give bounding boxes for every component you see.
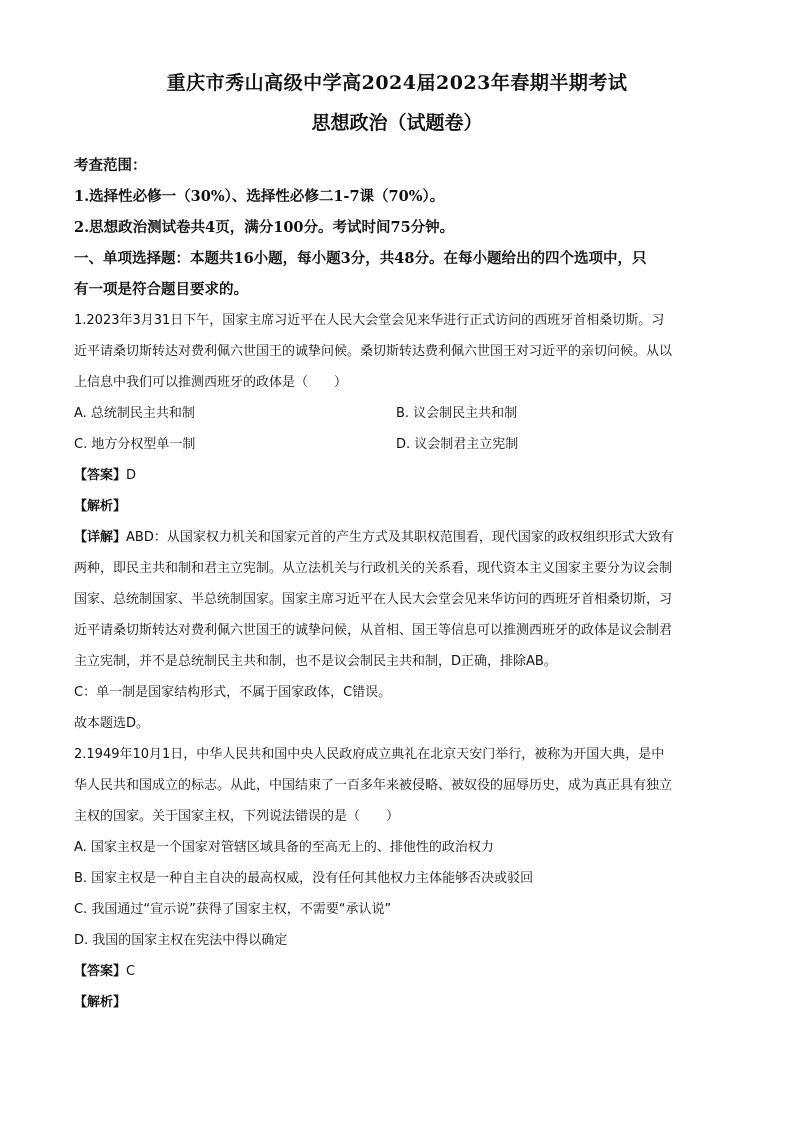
q1-option-a: A. 总统制民主共和制 (74, 406, 195, 421)
q1-options-row-1 (74, 398, 720, 429)
q2-option-d: D. 我国的国家主权在宪法中得以确定 (74, 933, 288, 948)
section-1-heading-line-2: 有一项是符合题目要求的。 (74, 281, 248, 298)
q1-detail-line-6: C：单一制是国家结构形式，不属于国家政体，C错误。 (74, 685, 392, 700)
q1-detail-line-4: 近平请桑切斯转达对费利佩六世国王的诚挚问候，从首相、国王等信息可以推测西班牙的政体是议会制君 (74, 623, 673, 638)
q1-conclusion: 故本题选D。 (74, 716, 150, 731)
q1-stem-line-2: 近平请桑切斯转达对费利佩六世国王的诚挚问候。桑切斯转达费利佩六世国王对习近平的亲切问候。从以 (74, 344, 673, 359)
q1-analysis-tag: 【解析】 (74, 499, 127, 514)
scope-label: 考查范围： (74, 157, 147, 174)
q1-answer-tag: 【答案】 (74, 468, 127, 483)
q2-option-a: A. 国家主权是一个国家对管辖区域具备的至高无上的、排他性的政治权力 (74, 840, 494, 855)
q1-answer-value: D (126, 468, 137, 483)
q1-detail-line-2: 两种，即民主共和制和君主立宪制。从立法机关与行政机关的关系看，现代资本主义国家主要分为议会制 (74, 561, 673, 576)
exam-subtitle: 思想政治（试题卷） (311, 112, 483, 134)
q2-answer-line (74, 956, 720, 987)
question-1 (74, 305, 720, 739)
q1-stem-line-3: 上信息中我们可以推测西班牙的政体是（ ） (74, 375, 348, 390)
q2-option-c: C. 我国通过“宣示说”获得了国家主权，不需要“承认说” (74, 902, 392, 917)
q1-answer-line (74, 460, 720, 491)
q2-answer-tag: 【答案】 (74, 964, 127, 979)
q1-detail-line-5: 主立宪制，并不是总统制民主共和制，也不是议会制民主共和制，D正确，排除AB。 (74, 654, 557, 669)
scope-line-2: 2.思想政治测试卷共4页，满分100分。考试时间75分钟。 (74, 219, 455, 236)
q1-detail-line-1 (74, 522, 720, 553)
q2-option-b: B. 国家主权是一种自主自决的最高权威，没有任何其他权力主体能够否决或驳回 (74, 871, 534, 886)
q1-stem-line-1: 1.2023年3月31日下午，国家主席习近平在人民大会堂会见来华进行正式访问的西班牙首相桑切斯。习 (74, 313, 665, 328)
q1-option-b: B. 议会制民主共和制 (396, 406, 518, 421)
q1-option-d: D. 议会制君主立宪制 (396, 437, 519, 452)
q2-stem-line-2: 华人民共和国成立的标志。从此，中国结束了一百多年来被侵略、被奴役的屈辱历史，成为真正具有独立 (74, 778, 673, 793)
question-2 (74, 739, 720, 1018)
q2-answer-value: C (126, 964, 136, 979)
q2-analysis-tag: 【解析】 (74, 995, 127, 1010)
q1-detail-line-3: 国家、总统制国家、半总统制国家。国家主席习近平在人民大会堂会见来华访问的西班牙首相桑切斯，习 (74, 592, 673, 607)
q2-stem-line-1: 2.1949年10月1日，中华人民共和国中央人民政府成立典礼在北京天安门举行，被称为开国大典，是中 (74, 747, 665, 762)
q1-analysis-line (74, 491, 720, 522)
scope-line-1: 1.选择性必修一（30%）、选择性必修二1-7课（70%）。 (74, 188, 445, 205)
q1-option-c: C. 地方分权型单一制 (74, 437, 196, 452)
q1-options-row-2 (74, 429, 720, 460)
exam-title: 重庆市秀山高级中学高2024届2023年春期半期考试 (166, 72, 628, 94)
section-1-heading-line-1: 一、单项选择题：本题共16小题，每小题3分，共48分。在每小题给出的四个选项中，只 (74, 250, 647, 267)
q2-stem-line-3: 主权的国家。关于国家主权，下列说法错误的是（ ） (74, 809, 400, 824)
q1-detail-tag: 【详解】 (74, 530, 127, 545)
q2-analysis-line (74, 987, 720, 1018)
q1-detail-text-1: ABD：从国家权力机关和国家元首的产生方式及其职权范围看，现代国家的政权组织形式大致有 (126, 530, 674, 545)
